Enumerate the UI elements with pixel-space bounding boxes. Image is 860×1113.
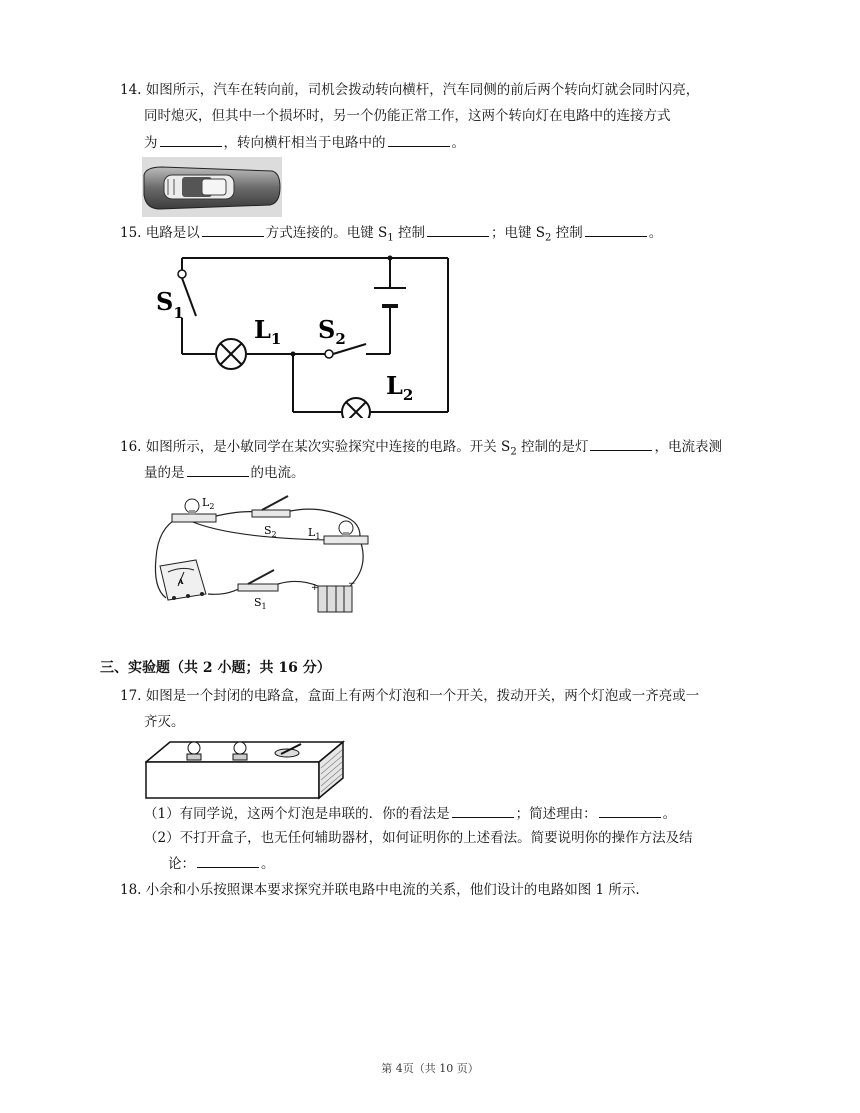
label-s1: $S_1$	[156, 287, 184, 322]
bulb-1	[187, 742, 201, 760]
circuit-diagram-q15	[150, 248, 460, 418]
q18-line-1: 18. 小余和小乐按照课本要求探究并联电路中电流的关系，他们设计的电路如图 1 所示.	[120, 882, 640, 898]
q17-text: （1）有同学说，这两个灯泡是串联的．你的看法是	[144, 806, 450, 822]
label-s1: $S_1$	[254, 596, 267, 611]
q17-text: 论：	[168, 856, 195, 872]
q15-line	[120, 222, 662, 249]
subscript: 2	[545, 232, 552, 244]
q14-text: 为	[144, 135, 158, 151]
physical-circuit-q16	[148, 488, 378, 618]
circuit-box-figure	[145, 738, 345, 800]
q17-part-3	[168, 853, 275, 874]
answer-blank[interactable]	[197, 853, 259, 868]
bulb-2	[233, 742, 247, 760]
answer-blank[interactable]	[187, 462, 249, 477]
q15-text: 。	[648, 225, 663, 241]
q17-text: 。	[662, 806, 677, 822]
q15-text: ；电键 S	[490, 225, 546, 241]
q16-line-1	[120, 436, 722, 463]
battery-minus: −	[348, 579, 356, 589]
subscript: 1	[387, 232, 394, 244]
turn-lever-figure	[142, 157, 282, 217]
q16-text: 量的是	[144, 465, 185, 481]
q14-text: ，转向横杆相当于电路中的	[223, 135, 386, 151]
answer-blank[interactable]	[585, 222, 647, 237]
label-l1: $L_1$	[308, 526, 321, 541]
q14-line-3	[144, 132, 465, 153]
q17-line-2: 齐灭。	[144, 714, 185, 730]
q16-text: 的电流。	[250, 465, 305, 481]
label-l2: $L_2$	[202, 496, 215, 511]
answer-blank[interactable]	[599, 803, 661, 818]
lamp-l2-symbol	[342, 398, 370, 418]
q17-line-1: 17. 如图是一个封闭的电路盒，盒面上有两个灯泡和一个开关，拨动开关，两个灯泡或一齐亮或一	[120, 688, 700, 704]
q14-text: 。	[451, 135, 465, 151]
subscript: 2	[510, 446, 517, 458]
q15-text: 15. 电路是以	[120, 225, 200, 241]
answer-blank[interactable]	[388, 132, 450, 147]
q16-text: ，电流表测	[654, 439, 722, 455]
q14-line-1: 14. 如图所示，汽车在转向前，司机会拨动转向横杆，汽车同侧的前后两个转向灯就会同时闪亮，	[120, 82, 700, 98]
q15-text: 控制	[551, 225, 583, 241]
q14-line-2: 同时熄灭，但其中一个损坏时，另一个仍能正常工作，这两个转向灯在电路中的连接方式	[144, 108, 671, 124]
q17-part-1	[144, 803, 676, 824]
answer-blank[interactable]	[427, 222, 489, 237]
answer-blank[interactable]	[160, 132, 222, 147]
lamp-l1-symbol	[216, 339, 246, 369]
label-l1: $L_1$	[254, 315, 282, 348]
battery-plus: +	[311, 583, 319, 593]
q17-part-2: （2）不打开盒子，也无任何辅助器材，如何证明你的上述看法。简要说明你的操作方法及结	[144, 830, 693, 846]
q16-text: 控制的是灯	[516, 439, 589, 455]
q15-text: 方式连接的。电键 S	[265, 225, 388, 241]
answer-blank[interactable]	[202, 222, 264, 237]
q16-text: 16. 如图所示，是小敏同学在某次实验探究中连接的电路。开关 S	[120, 439, 511, 455]
section-heading: 三、实验题（共 2 小题；共 16 分）	[100, 660, 331, 676]
q17-text: ；简述理由：	[515, 806, 597, 822]
answer-blank[interactable]	[590, 436, 652, 451]
q16-line-2	[144, 462, 305, 483]
page-footer: 第 4页（共 10 页）	[381, 1062, 479, 1075]
q15-text: 控制	[393, 225, 425, 241]
q17-text: 。	[261, 856, 275, 872]
ammeter-label: A	[178, 577, 184, 586]
label-s2: $S_2$	[318, 315, 346, 348]
answer-blank[interactable]	[452, 803, 514, 818]
label-s2: $S_2$	[264, 524, 277, 539]
label-l2: $L_2$	[386, 371, 414, 404]
